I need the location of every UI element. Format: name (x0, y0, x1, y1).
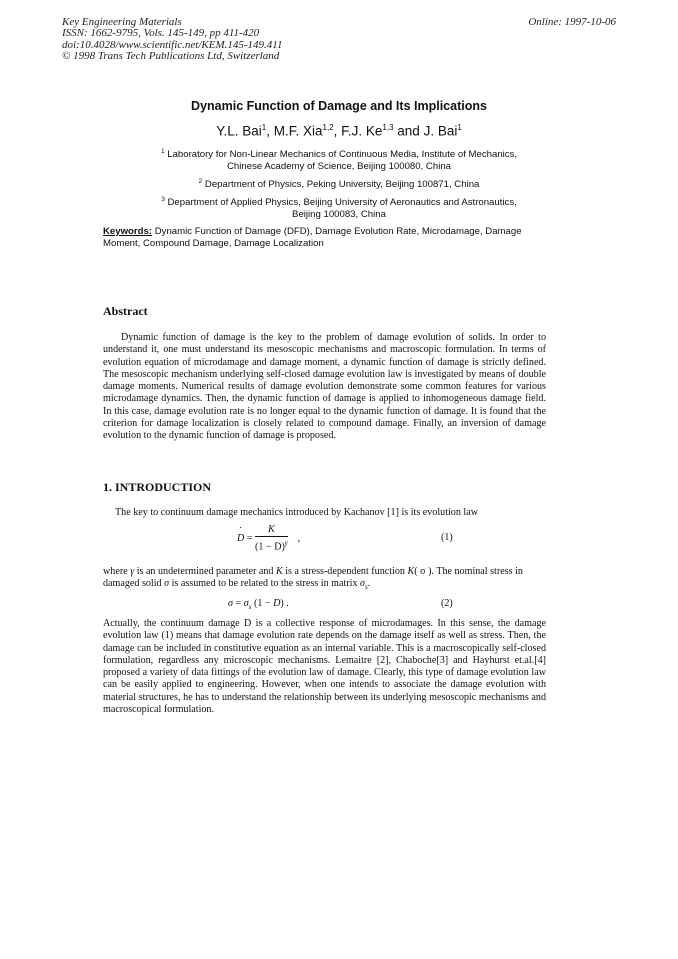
equation-1-number: (1) (441, 532, 453, 543)
author-name: M.F. Xia (273, 123, 323, 139)
copyright-line: © 1998 Trans Tech Publications Ltd, Switzerland (62, 50, 280, 63)
author-affiliation-mark: 1,3 (382, 123, 394, 132)
author-affiliation-mark: 1,2 (322, 123, 334, 132)
doi-line[interactable]: doi:10.4028/www.scientific.net/KEM.145-149.411 (62, 38, 283, 51)
intro-paragraph-1: The key to continuum damage mechanics introduced by Kachanov [1] is its evolution law (115, 507, 478, 518)
intro-paragraph-2: where γ is an undetermined parameter and K is a stress-dependent function K( σ ). The nominal stress in damaged solid σ is assumed to be related to the stress in matrix $\sigma_s$. (103, 566, 523, 592)
issn-line: ISSN: 1662-9795, Vols. 145-149, pp 411-420 (62, 27, 260, 40)
journal-header (62, 17, 283, 63)
equation-1: ˙ D = $\frac{K}{(1 - D)^\gamma}$ , (237, 524, 300, 553)
equation-2-number: (2) (441, 598, 453, 609)
affiliation-1: $^1$ Laboratory for Non-Linear Mechanics of Continuous Media, Institute of Mechanics, Chinese Academy of Science, Beijing 100080, China (160, 148, 518, 172)
author-name: F.J. Ke (341, 123, 383, 139)
keywords-block (103, 226, 550, 249)
author-affiliation-mark: 1 (261, 123, 267, 132)
author-list: Y.L. Bai$^1$, M.F. Xia$^{1,2}$, F.J. Ke$^{1,3}$ and J. Bai$^1$ (216, 123, 462, 139)
affiliation-2: $^2$ Department of Physics, Peking University, Beijing 100871, China (198, 178, 480, 191)
equation-2: $\sigma = \sigma_s$ (1 − D) . (228, 598, 289, 612)
abstract-heading: Abstract (103, 304, 148, 318)
affiliation-3: $^3$ Department of Applied Physics, Beijing University of Aeronautics and Astronautics, Beijing 100083, China (161, 196, 517, 220)
journal-name: Key Engineering Materials (62, 16, 182, 28)
online-date: Online: 1997-10-06 (528, 16, 616, 28)
abstract-text: Dynamic function of damage is the key to the problem of damage evolution of solids. In order to understand it, one must understand its mesoscopic mechanisms and macroscopic formulation. In terms of evolution equation of microdamage and damage moment, a dynamic function of damage is strictly defined. The mesoscopic mechanism underlying self-closed damage evolution law is investigated by means of double damage moments. Numerical results of damage evolution demonstrate some common features for various microdamage dynamics. Then, the dynamic function of damage is applied to inhomogeneous damage field. In this case, damage evolution rate is no longer equal to the dynamic function of damage. It is found that the criterion for damage localization is closely related to compound damage. Finally, an inversion of damage evolution to the dynamic function of damage is proposed. (103, 332, 546, 442)
equation-1-fraction: $\frac{K}{(1 - D)^\gamma}$ (255, 524, 288, 553)
author-name: J. Bai (423, 123, 458, 139)
section-heading-introduction: 1. INTRODUCTION (103, 480, 212, 494)
paper-title: Dynamic Function of Damage and Its Implications (191, 99, 487, 113)
keywords-text: Dynamic Function of Damage (DFD), Damage Evolution Rate, Microdamage, Damage Moment, Compound Damage, Damage Localization (103, 226, 522, 249)
intro-paragraph-3: Actually, the continuum damage D is a collective response of microdamages. In this sense, the damage evolution law (1) means that damage evolution rate depends on the damage itself as well as stress. Then, the damage can be included in constitutive equation as an internal variable. This is a macroscopically self-closed formulation, regardless any microscopic mechanisms. Lemaitre [2], Chaboche[3] and Hayhurst et.al.[4] proposed a variety of data fittings of the evolution law of damage. Clearly, this type of damage evolution law can be easily applied to engineering. However, when one intends to associate the damage evolution with material structures, he has to understand the relationship between its underlying mesoscopic mechanisms and macroscopical formulation. (103, 618, 546, 716)
author-name: Y.L. Bai (216, 123, 262, 139)
keywords-label: Keywords: (103, 226, 153, 237)
author-affiliation-mark: 1 (457, 123, 462, 132)
